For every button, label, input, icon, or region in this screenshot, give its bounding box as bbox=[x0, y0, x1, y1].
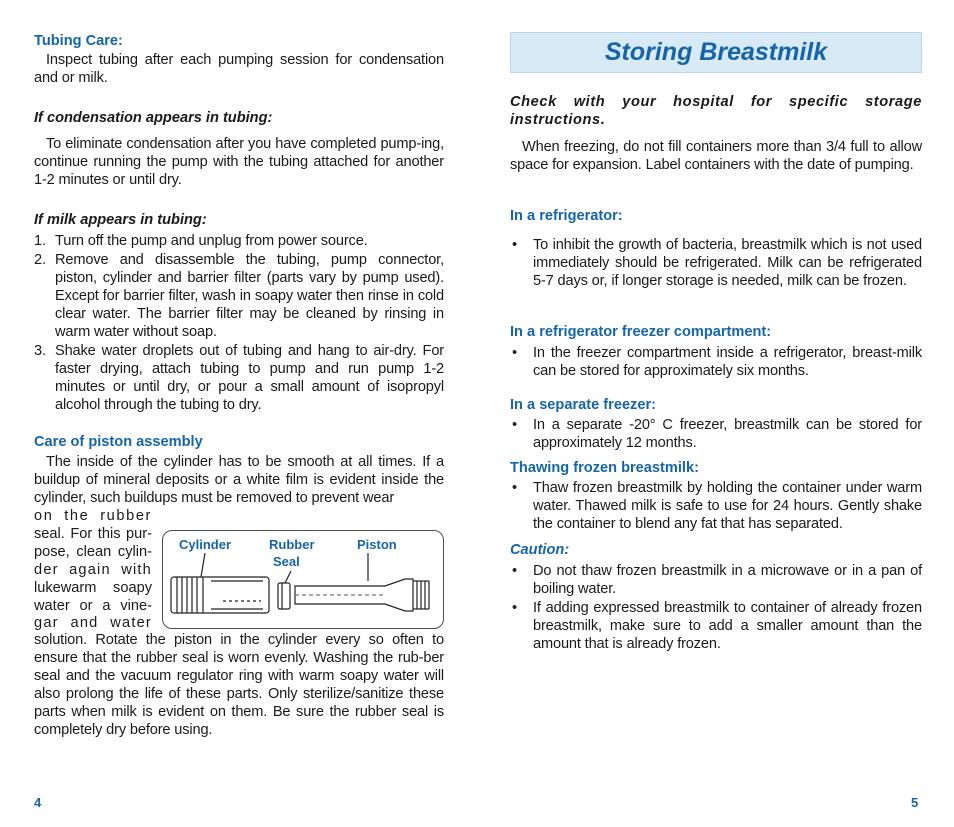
step-text: Shake water droplets out of tubing and hang to air-dry. For faster drying, attach tubing to pump and run pump 1-2 minutes or until dry, or pour a small amount of isopropyl alcohol through the tubing to dry. bbox=[55, 343, 444, 413]
side-line: gar and water bbox=[34, 615, 152, 631]
step-number: 3. bbox=[34, 343, 46, 359]
bullet-text: To inhibit the growth of bacteria, breastmilk which is not used immediately should be refrigerated. Milk can be refrigerated 5-7 days or, if longer storage is needed, milk can be frozen. bbox=[533, 237, 922, 289]
section-heading-thawing: Thawing frozen breastmilk: bbox=[510, 460, 699, 476]
milk-in-tubing-heading: If milk appears in tubing: bbox=[34, 212, 207, 228]
tubing-care-heading: Tubing Care: bbox=[34, 33, 123, 49]
bullet-text: In the freezer compartment inside a refrigerator, breast-milk can be stored for approximately six months. bbox=[533, 345, 922, 379]
step-item bbox=[34, 232, 444, 250]
side-line: water or a vine- bbox=[34, 598, 152, 614]
bullet-marker: • bbox=[512, 563, 517, 579]
piston-assembly-diagram bbox=[162, 530, 444, 629]
tubing-care-text: Inspect tubing after each pumping session for condensation and or milk. bbox=[34, 52, 444, 86]
bullet-item bbox=[512, 562, 922, 598]
cylinder-label: Cylinder bbox=[179, 537, 232, 552]
bullet-item bbox=[512, 236, 922, 290]
bullet-text: Do not thaw frozen breastmilk in a microwave or in a pan of boiling water. bbox=[533, 563, 922, 597]
condensation-heading: If condensation appears in tubing: bbox=[34, 110, 273, 126]
piston-care-text-top: The inside of the cylinder has to be smooth at all times. If a buildup of mineral deposits or a white film is evident inside the cylinder, such buildups must be removed to prevent wear bbox=[34, 454, 444, 506]
side-line: on the rubber bbox=[34, 508, 152, 524]
bullet-text: In a separate -20° C freezer, breastmilk can be stored for approximately 12 months. bbox=[533, 417, 922, 451]
section-heading-freezer-compartment: In a refrigerator freezer compartment: bbox=[510, 324, 772, 340]
piston-label: Piston bbox=[357, 537, 397, 552]
bullet-item bbox=[512, 416, 922, 452]
bullet-text: If adding expressed breastmilk to container of already frozen breastmilk, make sure to add a smaller amount than the amount that is already frozen. bbox=[533, 600, 922, 652]
piston-assembly-drawing bbox=[163, 531, 443, 628]
bullet-item bbox=[512, 344, 922, 380]
page-title: Storing Breastmilk bbox=[604, 38, 828, 66]
side-line: pose, clean cylin- bbox=[34, 544, 152, 560]
rubber-label: Rubber bbox=[269, 537, 315, 552]
bullet-text: Thaw frozen breastmilk by holding the container under warm water. Thawed milk is safe to use for 24 hours. Gently shake the container to blend any fat that has separated. bbox=[533, 480, 922, 532]
bullet-marker: • bbox=[512, 237, 517, 253]
step-text: Turn off the pump and unplug from power source. bbox=[55, 233, 368, 249]
bullet-item bbox=[512, 479, 922, 533]
step-item bbox=[34, 342, 444, 414]
section-heading-caution: Caution: bbox=[510, 542, 570, 558]
bullet-marker: • bbox=[512, 480, 517, 496]
bullet-marker: • bbox=[512, 600, 517, 616]
page-number-right: 5 bbox=[911, 795, 919, 810]
intro-text: When freezing, do not fill containers more than 3/4 full to allow space for expansion. Label containers with the date of pumping. bbox=[510, 139, 922, 173]
seal-label: Seal bbox=[273, 554, 300, 569]
bullet-marker: • bbox=[512, 417, 517, 433]
side-line: der again with bbox=[34, 562, 152, 578]
condensation-text: To eliminate condensation after you have completed pump-ing, continue running the pump with the tubing attached for another 1-2 minutes or until dry. bbox=[34, 136, 444, 188]
bullet-item bbox=[512, 599, 922, 653]
intro-heading: Check with your hospital for specific storage instructions. bbox=[510, 94, 922, 128]
section-heading-refrigerator: In a refrigerator: bbox=[510, 208, 623, 224]
step-number: 2. bbox=[34, 252, 46, 268]
page-number-left: 4 bbox=[34, 795, 42, 810]
section-heading-separate-freezer: In a separate freezer: bbox=[510, 397, 657, 413]
step-number: 1. bbox=[34, 233, 46, 249]
side-line: seal. For this pur- bbox=[34, 526, 152, 542]
side-line: lukewarm soapy bbox=[34, 580, 152, 596]
piston-care-text-bottom: solution. Rotate the piston in the cylinder every so often to ensure that the rubber seal is worn evenly. Washing the rub-ber seal and the vacuum regulator ring with warm soapy water will also prolong the life of these parts. Only sterilize/sanitize these parts when milk is evident on them. Be sure the rubber seal is completely dry before using. bbox=[34, 632, 444, 738]
piston-care-heading: Care of piston assembly bbox=[34, 434, 203, 450]
step-item bbox=[34, 251, 444, 341]
bullet-marker: • bbox=[512, 345, 517, 361]
step-text: Remove and disassemble the tubing, pump connector, piston, cylinder and barrier filter (parts vary by pump used). Except for barrier filter, wash in soapy water then rinse in cold clear water. The barrier filter may be cleaned by rinsing in warm water without soap. bbox=[55, 252, 444, 340]
title-banner bbox=[510, 32, 922, 73]
